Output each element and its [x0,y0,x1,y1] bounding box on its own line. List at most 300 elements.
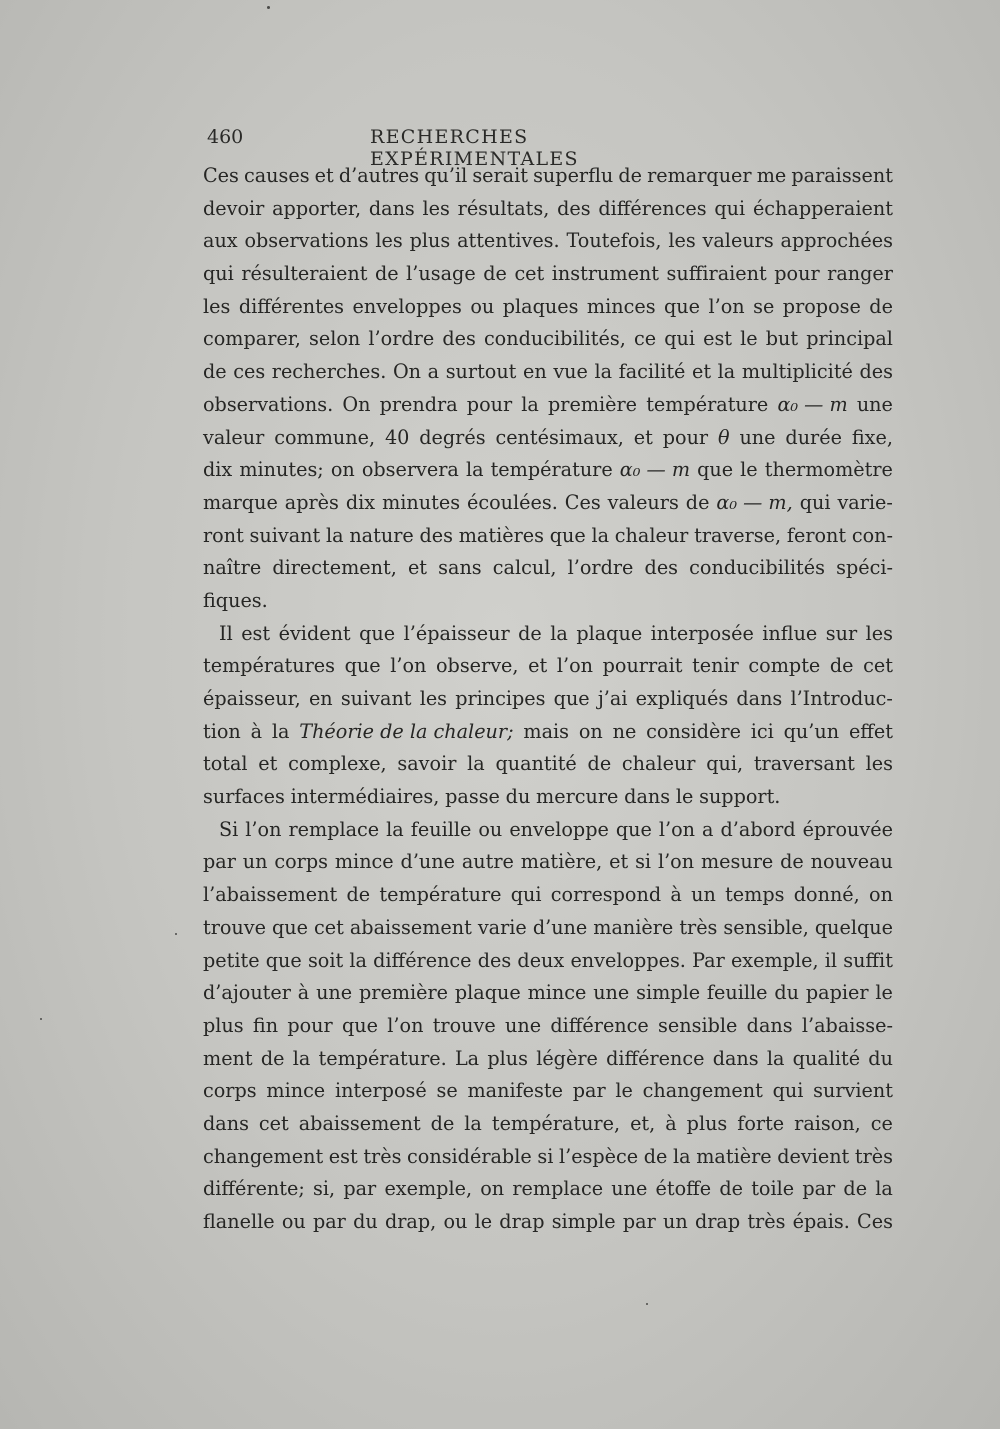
word: du [505,785,531,809]
word: en [308,687,333,710]
word: si [537,1144,554,1168]
word: différence [373,948,472,972]
word: les [668,229,696,253]
word: recherches. [271,360,387,384]
word: drap [694,1210,741,1233]
text-line [203,683,893,716]
word: les [419,687,448,710]
word: approchées [780,229,893,253]
word: expliqués [635,687,729,710]
word: de [260,1046,285,1070]
word: manifeste [467,1079,563,1103]
word: l’Introduc- [790,687,893,710]
word: épaisseur, [203,687,301,710]
word: Il [219,621,233,645]
word: tion [203,719,241,743]
word: observera [361,458,459,482]
word: mais [523,719,570,743]
word: température [490,458,613,482]
word: une [856,392,893,416]
word: remplace [288,817,380,841]
word: l’ordre [567,556,634,580]
word: la [766,1046,785,1070]
word: 40 [384,425,410,449]
word: ranger [827,262,893,286]
word: de [780,850,804,874]
word: le [615,1079,633,1103]
word: l’on [708,294,745,318]
word: serait [472,164,528,187]
word: observe, [435,654,519,678]
word: à [297,981,310,1005]
word: survient [813,1079,893,1103]
word: à [670,883,682,907]
word: α₀ — m [619,458,691,482]
word: conducibilités [689,556,825,580]
word: sensible [658,1013,738,1037]
word: par [802,1177,836,1201]
word: température [646,392,769,416]
word: l’on [245,817,282,841]
word: mince [527,981,587,1005]
paper-speck [267,6,270,9]
word: comparer, [203,327,301,351]
word: apporter, [272,196,362,220]
text-line [203,160,893,193]
word: la [292,1046,311,1070]
word: enveloppes [352,294,462,318]
word: en [523,360,547,384]
word: de [719,1177,743,1201]
text-line [203,1141,893,1174]
paper-speck [175,933,177,935]
word: complexe, [288,752,387,776]
word: est [703,327,733,351]
word: on [869,883,893,907]
word: et [314,164,334,187]
word: Ces [564,490,601,514]
word: par [572,1079,606,1103]
word: le [740,327,758,351]
word: quelque [814,915,893,939]
word: l’espèce [558,1144,639,1168]
word: que [265,948,302,972]
word: écoulées. [467,490,558,514]
word: selon [309,327,361,351]
word: sans [438,556,482,580]
word: la [875,1177,893,1201]
word: à [250,719,263,743]
word: feuille [410,817,472,841]
word: par [203,850,236,874]
word: du [868,1046,893,1070]
word: dans [203,1111,249,1135]
word: Théorie de la chaleur; [299,719,514,743]
word: après [284,490,339,514]
word: qui [714,196,746,220]
word: une [505,1013,542,1037]
word: pour [287,1013,333,1037]
text-line [203,1075,893,1108]
word: sur [825,621,858,645]
word: qui [203,262,234,286]
word: de [430,1111,455,1135]
word: fiques. [203,588,268,612]
word: le [875,981,893,1005]
word: commune, [274,425,376,449]
word: des [859,360,893,384]
word: drap [499,1210,545,1233]
word: minutes [382,490,461,514]
word: drap, [384,1210,437,1233]
word: et, [630,1111,656,1135]
word: que [553,687,590,710]
word: facilité [618,360,686,384]
word: par [622,1210,656,1233]
word: plaque [454,981,521,1005]
text-line [203,225,893,258]
word: est [241,621,271,645]
word: centésimaux, [495,425,624,449]
text-line [203,1043,893,1076]
word: vue [553,360,588,384]
text-line [203,618,893,651]
word: ou [470,294,495,318]
word: matières [458,523,544,547]
word: dans [368,196,415,220]
word: dans [736,687,783,710]
word: l’ordre [368,327,435,351]
word: d’une [400,850,455,874]
text-line [203,650,893,683]
word: de [374,262,399,286]
text-line [203,487,893,520]
word: pour [662,425,709,449]
word: de [643,1144,668,1168]
word: directement, [272,556,397,580]
text-line [203,879,893,912]
word: me [756,164,787,187]
word: que [272,915,309,939]
word: surfaces [203,785,285,809]
word: dans [712,1046,759,1070]
word: ment [203,1046,253,1070]
word: l’on [658,817,696,841]
word: principes [455,687,546,710]
word: se [436,1079,458,1103]
word: un [663,1210,688,1233]
word: mesure [700,850,774,874]
word: première [358,981,449,1005]
word: épais. [792,1210,850,1233]
word: différence [550,1013,649,1037]
word: l’on [390,654,427,678]
word: des [477,948,512,972]
word: éprouvée [802,817,893,841]
word: cet [514,262,545,286]
word: on [578,719,603,743]
word: et [609,850,629,874]
word: marque [203,490,278,514]
word: les [865,752,893,776]
text-line [203,323,893,356]
word: sensible, [723,915,809,939]
word: mince [334,850,394,874]
word: de [483,262,507,286]
word: qui, [706,752,744,776]
word: une [611,1177,648,1201]
word: échapperaient [752,196,893,220]
word: changement [203,1144,324,1168]
word: observations [244,229,369,253]
word: simple [551,1210,616,1233]
word: causes [243,164,310,187]
word: superflu [533,164,614,187]
word: la [271,719,290,743]
word: Ces [203,164,239,187]
word: des [442,327,476,351]
text-line [203,846,893,879]
word: résultats, [457,196,550,220]
word: une [739,425,776,449]
word: thermomètre [764,458,893,482]
word: première [548,392,638,416]
word: but [765,327,799,351]
word: différentes [238,294,345,318]
text-line [203,389,893,422]
word: qui [799,490,831,514]
word: considérable [407,1144,532,1168]
word: qu’il [424,164,468,187]
word: flanelle [203,1210,275,1233]
word: que [615,817,652,841]
word: par [343,1177,377,1201]
word: que [342,1013,378,1037]
word: α₀ — m [777,392,848,416]
word: suffiraient [666,262,767,286]
word: si [635,850,652,874]
word: naître [203,556,262,580]
word: cet [314,915,344,939]
word: pour [774,262,820,286]
word: intermédiaires, [290,785,440,809]
word: la [464,1111,482,1135]
word: ou [478,817,503,841]
word: nouveau [810,850,893,874]
word: simple [636,981,701,1005]
text-line [203,1173,893,1206]
word: traversant [753,752,855,776]
paper-speck [40,1018,42,1020]
text-line [203,912,893,945]
word: θ [718,425,730,449]
word: changement [642,1079,763,1103]
word: des [644,556,679,580]
word: de [587,752,612,776]
word: nature [349,523,414,547]
word: un [242,850,268,874]
word: cet [258,1111,289,1135]
word: tenir [692,654,739,678]
word: et [528,654,548,678]
word: légère [536,1046,598,1070]
word: de [685,490,710,514]
word: et [633,425,653,449]
word: et [407,556,428,580]
word: traverse, [694,523,782,547]
word: plus [203,1013,244,1037]
word: l’épaisseur [403,621,510,645]
word: la [326,523,344,547]
word: prendra [379,392,458,416]
word: de [843,1177,868,1201]
word: la [467,752,485,776]
word: mercure [536,785,619,809]
word: On [342,392,371,416]
word: l’abaissement [203,883,338,907]
word: a [427,360,440,384]
word: observations. [203,392,334,416]
word: support. [699,785,781,809]
word: soit [307,948,344,972]
word: si, [313,1177,336,1201]
word: Toutefois, [566,229,662,253]
word: très [363,1144,402,1168]
word: de [869,294,893,318]
word: qu’un [783,719,840,743]
word: devoir [203,196,265,220]
word: minutes; [239,458,324,482]
word: interposée [650,621,754,645]
word: deux [517,948,565,972]
word: attentives. [457,229,560,253]
word: exemple, [384,1177,473,1201]
word: la [673,1144,691,1168]
word: des [557,196,591,220]
word: influe [762,621,818,645]
word: trouve [203,915,266,939]
word: suivant [249,523,321,547]
word: ront [203,523,244,547]
word: toile [751,1177,795,1201]
word: l’abaisse- [801,1013,893,1037]
word: Si [219,817,239,841]
text-line [203,422,893,455]
word: plaques [502,294,579,318]
word: des [419,523,453,547]
word: fixe, [851,425,893,449]
word: aux [203,229,238,253]
word: forte [737,1111,785,1135]
word: dans [746,1013,793,1037]
word: feront [786,523,847,547]
word: papier [805,981,869,1005]
word: chaleur [614,523,689,547]
word: total [203,752,248,776]
word: on [480,1177,505,1201]
word: cet [863,654,893,678]
word: La [454,1046,480,1070]
page-number: 460 [207,126,244,148]
word: petite [203,948,260,972]
word: différence [606,1046,705,1070]
word: température [379,883,502,907]
word: la [521,392,539,416]
word: paraissent [791,164,893,187]
word: les [203,294,231,318]
text-line [203,258,893,291]
word: considère [646,719,741,743]
word: température. [318,1046,447,1070]
word: qui [664,327,695,351]
text-line [203,716,893,749]
word: enveloppe [509,817,609,841]
page-header [207,126,737,170]
word: Par [692,948,725,972]
word: plaque [576,621,643,645]
text-line [203,1108,893,1141]
word: qui [772,1079,804,1103]
word: l’on [387,1013,424,1037]
word: minces [586,294,656,318]
word: les [865,621,893,645]
running-title: RECHERCHES EXPÉRIMENTALES [370,126,579,170]
word: autre [461,850,514,874]
word: on [330,458,355,482]
word: très [679,915,718,939]
word: j’ai [597,687,628,710]
word: la [349,948,367,972]
text-line [203,552,893,585]
word: donné, [793,883,860,907]
word: ici [750,719,774,743]
word: résulteraient [241,262,368,286]
word: de [203,360,227,384]
word: spéci- [836,556,893,580]
word: et [258,752,278,776]
word: matière, [520,850,603,874]
word: l’usage [406,262,476,286]
word: propose [782,294,861,318]
word: valeurs [702,229,774,253]
word: la [717,360,736,384]
word: une [593,981,630,1005]
paper-speck [646,1303,648,1305]
text-line [203,454,893,487]
word: suffit [843,948,893,972]
word: températures [203,654,335,678]
word: du [774,981,799,1005]
text-line [203,814,893,847]
word: à [665,1111,677,1135]
word: principal [806,327,893,351]
text-line [203,520,893,553]
word: différences [598,196,707,220]
word: de [829,654,854,678]
word: pour [466,392,513,416]
word: compte [748,654,821,678]
word: effet [848,719,893,743]
word: plus [409,229,451,253]
word: ou [443,1210,468,1233]
word: passe [445,785,500,809]
word: manière [593,915,674,939]
word: est [328,1144,358,1168]
word: ce [870,1111,893,1135]
word: surtout [445,360,517,384]
word: matière [696,1144,772,1168]
word: degrés [419,425,486,449]
